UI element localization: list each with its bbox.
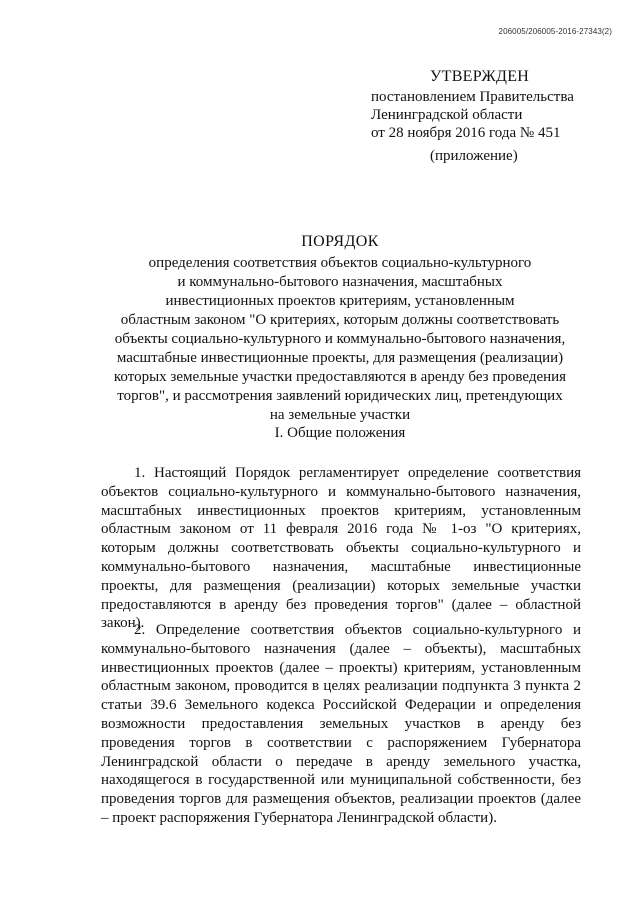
paragraph-1: 1. Настоящий Порядок регламентирует определение соответствия объектов социально-культурного и коммунально-бытового назначения, масштабных инвестиционных проектов критериям, установленным областным законом от 11 февраля 2016 года № 1-оз "О критериях, которым должны соответствовать объекты социально-культурного и коммунально-бытового назначения, масштабные инвестиционные проекты, для размещения (реализации) которых земельные участки предоставляются в аренду без проведения торгов" (далее – областной закон). <box>101 465 581 632</box>
document-title-block <box>90 232 590 425</box>
document-subtitle-line: на земельные участки <box>269 407 411 423</box>
section-heading: I. Общие положения <box>274 425 406 441</box>
document-subtitle-line: которых земельные участки предоставляются в аренду без проведения <box>113 369 567 385</box>
approval-line: постановлением Правительства <box>371 89 574 105</box>
document-subtitle-line: областным законом "О критериях, которым должны соответствовать <box>120 312 560 328</box>
document-subtitle-line: инвестиционных проектов критериям, установленным <box>165 293 515 309</box>
approval-block <box>371 68 621 165</box>
paragraph-2: 2. Определение соответствия объектов социально-культурного и коммунально-бытового назначения (далее – объекты), масштабных инвестиционных проектов (далее – проекты) критериям, установленным областным законом, проводится в целях реализации подпункта 3 пункта 2 статьи 39.6 Земельного кодекса Российской Федерации и определения возможности предоставления земельных участков в аренду без проведения торгов в соответствии с распоряжением Губернатора Ленинградской области о передаче в аренду земельного участка, находящегося в государственной или муниципальной собственности, без проведения торгов для размещения объектов, реализации проектов (далее – проект распоряжения Губернатора Ленинградской области). <box>101 622 581 826</box>
document-title: ПОРЯДОК <box>301 233 379 250</box>
document-subtitle-line: объекты социально-культурного и коммунально-бытового назначения, <box>114 331 566 347</box>
document-subtitle-line: определения соответствия объектов социально-культурного <box>148 255 532 271</box>
document-subtitle-line: масштабные инвестиционные проекты, для размещения (реализации) <box>116 350 564 366</box>
approval-title: УТВЕРЖДЕН <box>430 68 530 85</box>
approval-line: от 28 ноября 2016 года № 451 <box>371 125 561 141</box>
document-subtitle-line: и коммунально-бытового назначения, масштабных <box>177 274 503 290</box>
document-id: 206005/206005-2016-27343(2) <box>498 27 612 36</box>
document-subtitle-line: торгов", и рассмотрения заявлений юридических лиц, претендующих <box>117 388 563 404</box>
approval-line: Ленинградской области <box>371 107 523 123</box>
approval-annex: (приложение) <box>430 148 518 164</box>
